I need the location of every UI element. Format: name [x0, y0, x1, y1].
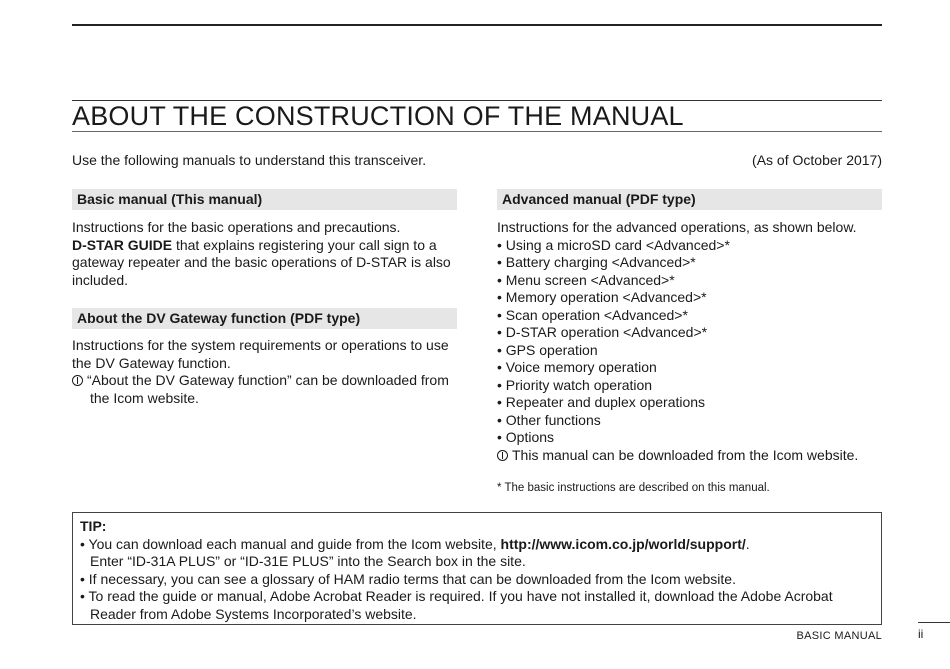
tip-box [72, 512, 882, 625]
tip-item1-end: . [745, 535, 750, 552]
list-item: • Using a microSD card <Advanced>* [497, 237, 887, 255]
as-of-date: (As of October 2017) [752, 152, 882, 168]
basic-manual-heading: Basic manual (This manual) [72, 189, 457, 210]
list-item: • Priority watch operation [497, 377, 887, 395]
page-title: ABOUT THE CONSTRUCTION OF THE MANUAL [72, 101, 684, 131]
info-icon [72, 375, 83, 386]
tip-item1-line2: Enter “ID-31A PLUS” or “ID-31E PLUS” into the Search box in the site. [90, 553, 526, 569]
top-rule [72, 24, 882, 26]
info-icon [497, 450, 508, 461]
page-number: ii [918, 627, 924, 641]
list-item: • GPS operation [497, 342, 887, 360]
basic-manual-description [72, 219, 457, 289]
advanced-manual-description [497, 219, 887, 464]
list-item: • Memory operation <Advanced>* [497, 289, 887, 307]
icom-support-link[interactable]: http://www.icom.co.jp/world/support/ [500, 535, 746, 552]
tip-item: • If necessary, you can see a glossary of HAM radio terms that can be downloaded from the Icom website. [80, 571, 873, 589]
title-rule-bottom [72, 131, 882, 132]
advanced-topics-list [497, 237, 887, 447]
list-item: • Voice memory operation [497, 359, 887, 377]
list-item: • Other functions [497, 412, 887, 430]
basic-line1: Instructions for the basic operations and precautions. [72, 219, 401, 235]
list-item: • Scan operation <Advanced>* [497, 307, 887, 325]
gateway-line1: Instructions for the system requirements or operations to use the DV Gateway function. [72, 337, 449, 371]
dstar-guide-name: D-STAR GUIDE [72, 236, 173, 253]
tip-item: • To read the guide or manual, Adobe Acrobat Reader is required. If you have not installed it, download the Adobe Acrobat Reader from Adobe Systems Incorporated’s website. [80, 588, 873, 623]
gateway-note [72, 372, 457, 407]
gateway-note-text: “About the DV Gateway function” can be downloaded from the Icom website. [87, 372, 449, 406]
footnote: * The basic instructions are described on this manual. [497, 482, 770, 494]
tip-label: TIP: [80, 518, 107, 534]
list-item: • Battery charging <Advanced>* [497, 254, 887, 272]
footer-label: BASIC MANUAL [796, 630, 882, 642]
advanced-intro: Instructions for the advanced operations, as shown below. [497, 219, 857, 235]
list-item: • Repeater and duplex operations [497, 394, 887, 412]
basic-line2 [72, 237, 457, 290]
corner-rule [918, 622, 950, 623]
gateway-description [72, 337, 457, 407]
list-item: • Options [497, 429, 887, 447]
tip-item1-text: You can download each manual and guide from the Icom website, [88, 535, 501, 552]
advanced-note [497, 447, 887, 465]
tip-list [80, 536, 873, 624]
list-item: • Menu screen <Advanced>* [497, 272, 887, 290]
tip-item [80, 536, 873, 571]
advanced-note-text: This manual can be downloaded from the Icom website. [512, 446, 859, 463]
gateway-heading: About the DV Gateway function (PDF type) [72, 308, 457, 329]
basic-line2-rest: that explains registering your call sign to a gateway repeater and the basic operations of D-STAR is also included. [72, 236, 451, 288]
list-item: • D-STAR operation <Advanced>* [497, 324, 887, 342]
intro-text: Use the following manuals to understand this transceiver. [72, 152, 427, 168]
advanced-manual-heading: Advanced manual (PDF type) [497, 189, 882, 210]
